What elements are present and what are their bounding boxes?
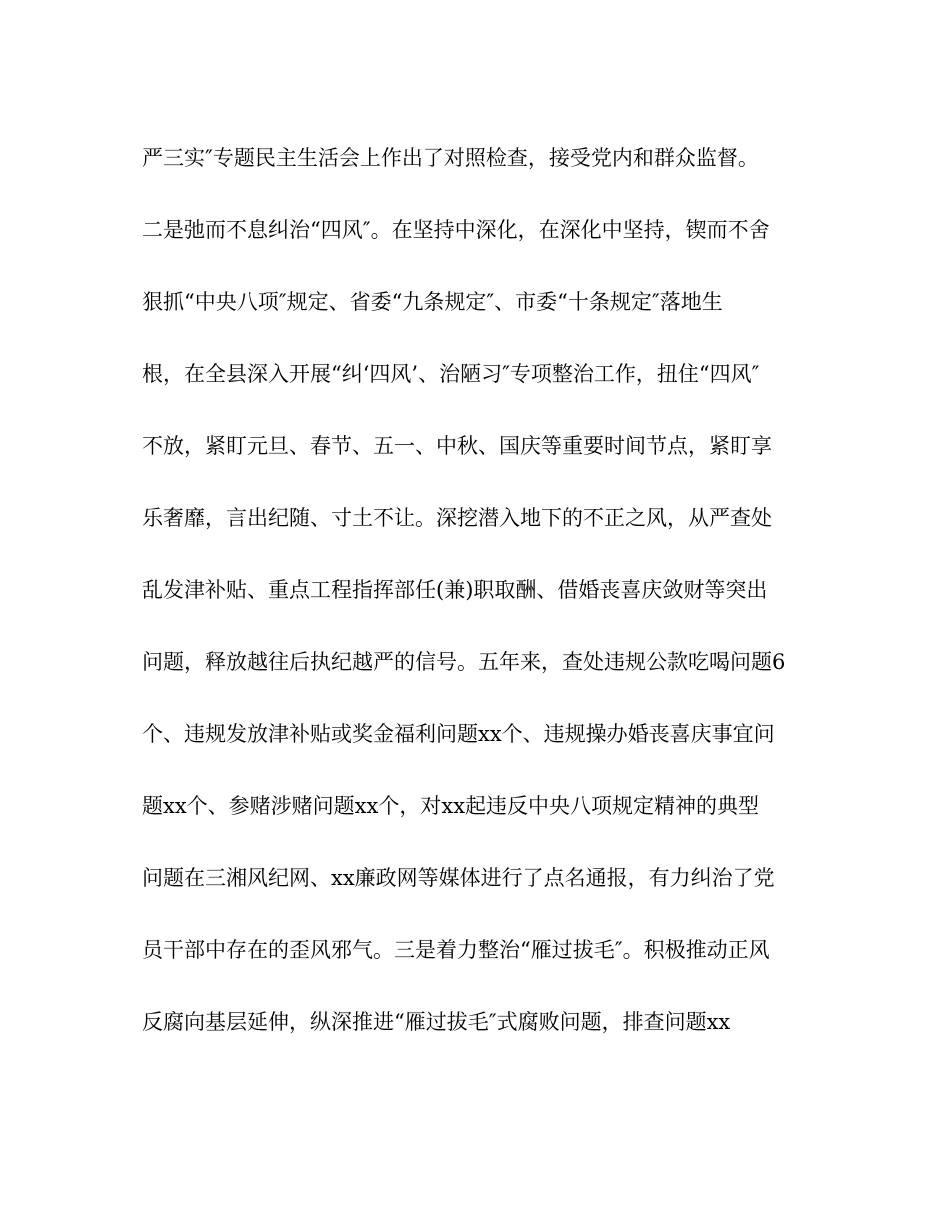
text-line: 不放，紧盯元旦、春节、五一、中秋、国庆等重要时间节点，紧盯享 [142,434,772,458]
text-line: 问题在三湘风纪网、xx廉政网等媒体进行了点名通报，有力纠治了党 [142,866,775,890]
text-line: 问题，释放越往后执纪越严的信号。五年来，查处违规公款吃喝问题6 [142,650,786,674]
text-line: 题xx个、参赌涉赌问题xx个，对xx起违反中央八项规定精神的典型 [142,794,760,818]
text-line: 个、违规发放津补贴或奖金福利问题xx个、违规操办婚丧喜庆事宜问 [142,722,775,746]
text-line: 乱发津补贴、重点工程指挥部任(兼)职取酬、借婚丧喜庆敛财等突出 [142,578,768,602]
document-body [142,138,822,1074]
text-line: 根，在全县深入开展“纠‘四风’、治陋习″专项整治工作，扭住“四风″ [142,362,760,386]
text-line: 二是弛而不息纠治“四风″。在坚持中深化，在深化中坚持，锲而不舍 [142,218,770,242]
text-line: 乐奢靡，言出纪随、寸土不让。深挖潜入地下的不正之风，从严查处 [142,506,772,530]
text-line: 狠抓“中央八项″规定、省委“九条规定″、市委“十条规定″落地生 [142,290,723,314]
text-line: 员干部中存在的歪风邪气。三是着力整治“雁过拔毛″。积极推动正风 [142,938,770,962]
text-line: 反腐向基层延伸，纵深推进“雁过拔毛″式腐败问题，排查问题xx [142,1010,731,1034]
text-line: 严三实″专题民主生活会上作出了对照检查，接受党内和群众监督。 [142,146,759,170]
